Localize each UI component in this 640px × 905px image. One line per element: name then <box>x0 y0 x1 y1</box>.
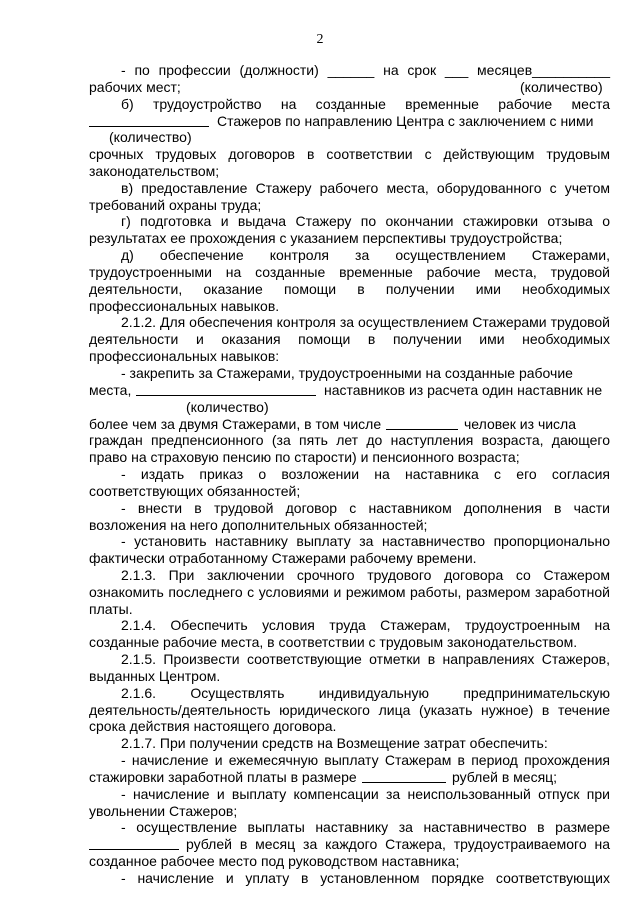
text-line: наставников из расчета один наставник не <box>324 382 603 398</box>
text-line: законодательством; <box>89 163 220 179</box>
text-line: трудоустроенными на созданные временные рабочие места, трудовой <box>89 264 610 280</box>
text-line: профессиональных навыков. <box>89 298 280 314</box>
text-line: право на страховую пенсию по старости) и пенсионного возраста; <box>89 449 520 465</box>
text-line: рублей в месяц; <box>452 769 558 785</box>
text-line: созданное рабочее место под руководством наставника; <box>89 853 460 869</box>
text-line: деятельности и оказания помощи в получении ими необходимых <box>89 331 610 347</box>
text-line: 2.1.6. Осуществлять индивидуальную предпринимательскую <box>121 685 610 701</box>
text-line: места, <box>89 382 132 398</box>
text-line: - начисление и уплату в установленном порядке соответствующих <box>121 870 610 886</box>
text-line: результатах ее прохождения с указанием перспективы трудоустройства; <box>89 230 563 246</box>
text-line: б) трудоустройство на созданные временные рабочие места <box>121 96 610 112</box>
text-line: - издать приказ о возложении на наставника с его согласия <box>121 466 610 482</box>
text-line: 2.1.7. При получении средств на Возмещение затрат обеспечить: <box>121 735 548 751</box>
text-line: 2.1.3. При заключении срочного трудового договора со Стажером <box>121 567 610 583</box>
text-line: стажировки заработной платы в размере <box>89 769 357 785</box>
text-line: - по профессии (должности) ______ на срок ___ месяцев__________ <box>121 62 610 78</box>
blank-field <box>362 769 446 787</box>
text-line: фактически отработанному Стажерами рабочему времени. <box>89 550 477 566</box>
field-caption: (количество) <box>109 129 192 145</box>
text-line: - осуществление выплаты наставнику за наставничество в размере <box>121 819 610 835</box>
blank-field <box>89 836 179 854</box>
text-line: срочных трудовых договоров в соответствии с действующим трудовым <box>89 146 610 162</box>
field-caption: (количество) <box>520 79 603 95</box>
field-caption: (количество) <box>186 399 269 415</box>
text-line: возложения на него дополнительных обязанностей; <box>89 517 428 533</box>
text-line: деятельности, оказание помощи в получении ими необходимых <box>89 281 610 297</box>
text-line: платы. <box>89 601 133 617</box>
text-line: срока действия настоящего договора. <box>89 718 337 734</box>
text-line: увольнении Стажеров; <box>89 803 238 819</box>
text-line: - начисление и выплату компенсации за неиспользованный отпуск при <box>121 786 610 802</box>
text-line: деятельность/деятельность юридического лица (указать нужное) в течение <box>89 702 610 718</box>
text-line: граждан предпенсионного (за пять лет до наступления возраста, дающего <box>89 432 610 448</box>
text-line: рабочих мест; <box>89 79 181 95</box>
text-line: созданные рабочие места, в соответствии с трудовым законодательством. <box>89 634 578 650</box>
text-line: человек из числа <box>464 416 577 432</box>
blank-field <box>136 382 316 400</box>
text-line: ознакомить последнего с условиями и режимом работы, размером заработной <box>89 584 610 600</box>
text-line: - начисление и ежемесячную выплату Стажерам в период прохождения <box>121 752 610 768</box>
text-line: требований охраны труда; <box>89 197 262 213</box>
text-line: профессиональных навыков: <box>89 348 280 364</box>
text-line: выданных Центром. <box>89 668 221 684</box>
text-line: - установить наставнику выплату за наставничество пропорционально <box>121 533 610 549</box>
text-line: более чем за двумя Стажерами, в том числе <box>89 416 382 432</box>
text-line: Стажеров по направлению Центра с заключением с ними <box>217 113 594 129</box>
text-line: 2.1.5. Произвести соответствующие отметки в направлениях Стажеров, <box>121 651 610 667</box>
text-line: - внести в трудовой договор с наставником дополнения в части <box>121 500 610 516</box>
text-line: - закрепить за Стажерами, трудоустроенными на созданные рабочие <box>121 365 573 381</box>
text-line: 2.1.4. Обеспечить условия труда Стажерам, трудоустроенным на <box>121 617 610 633</box>
text-line: рублей в месяц за каждого Стажера, трудоустраиваемого на <box>186 836 610 852</box>
text-line: соответствующих обязанностей; <box>89 483 301 499</box>
text-line: д) обеспечение контроля за осуществлением Стажерами, <box>121 247 610 263</box>
text-line: в) предоставление Стажеру рабочего места, оборудованного с учетом <box>121 180 610 196</box>
text-line: 2.1.2. Для обеспечения контроля за осуществлением Стажерами трудовой <box>121 314 610 330</box>
page-number: 2 <box>316 32 324 47</box>
text-line: г) подготовка и выдача Стажеру по окончании стажировки отзыва о <box>121 213 610 229</box>
